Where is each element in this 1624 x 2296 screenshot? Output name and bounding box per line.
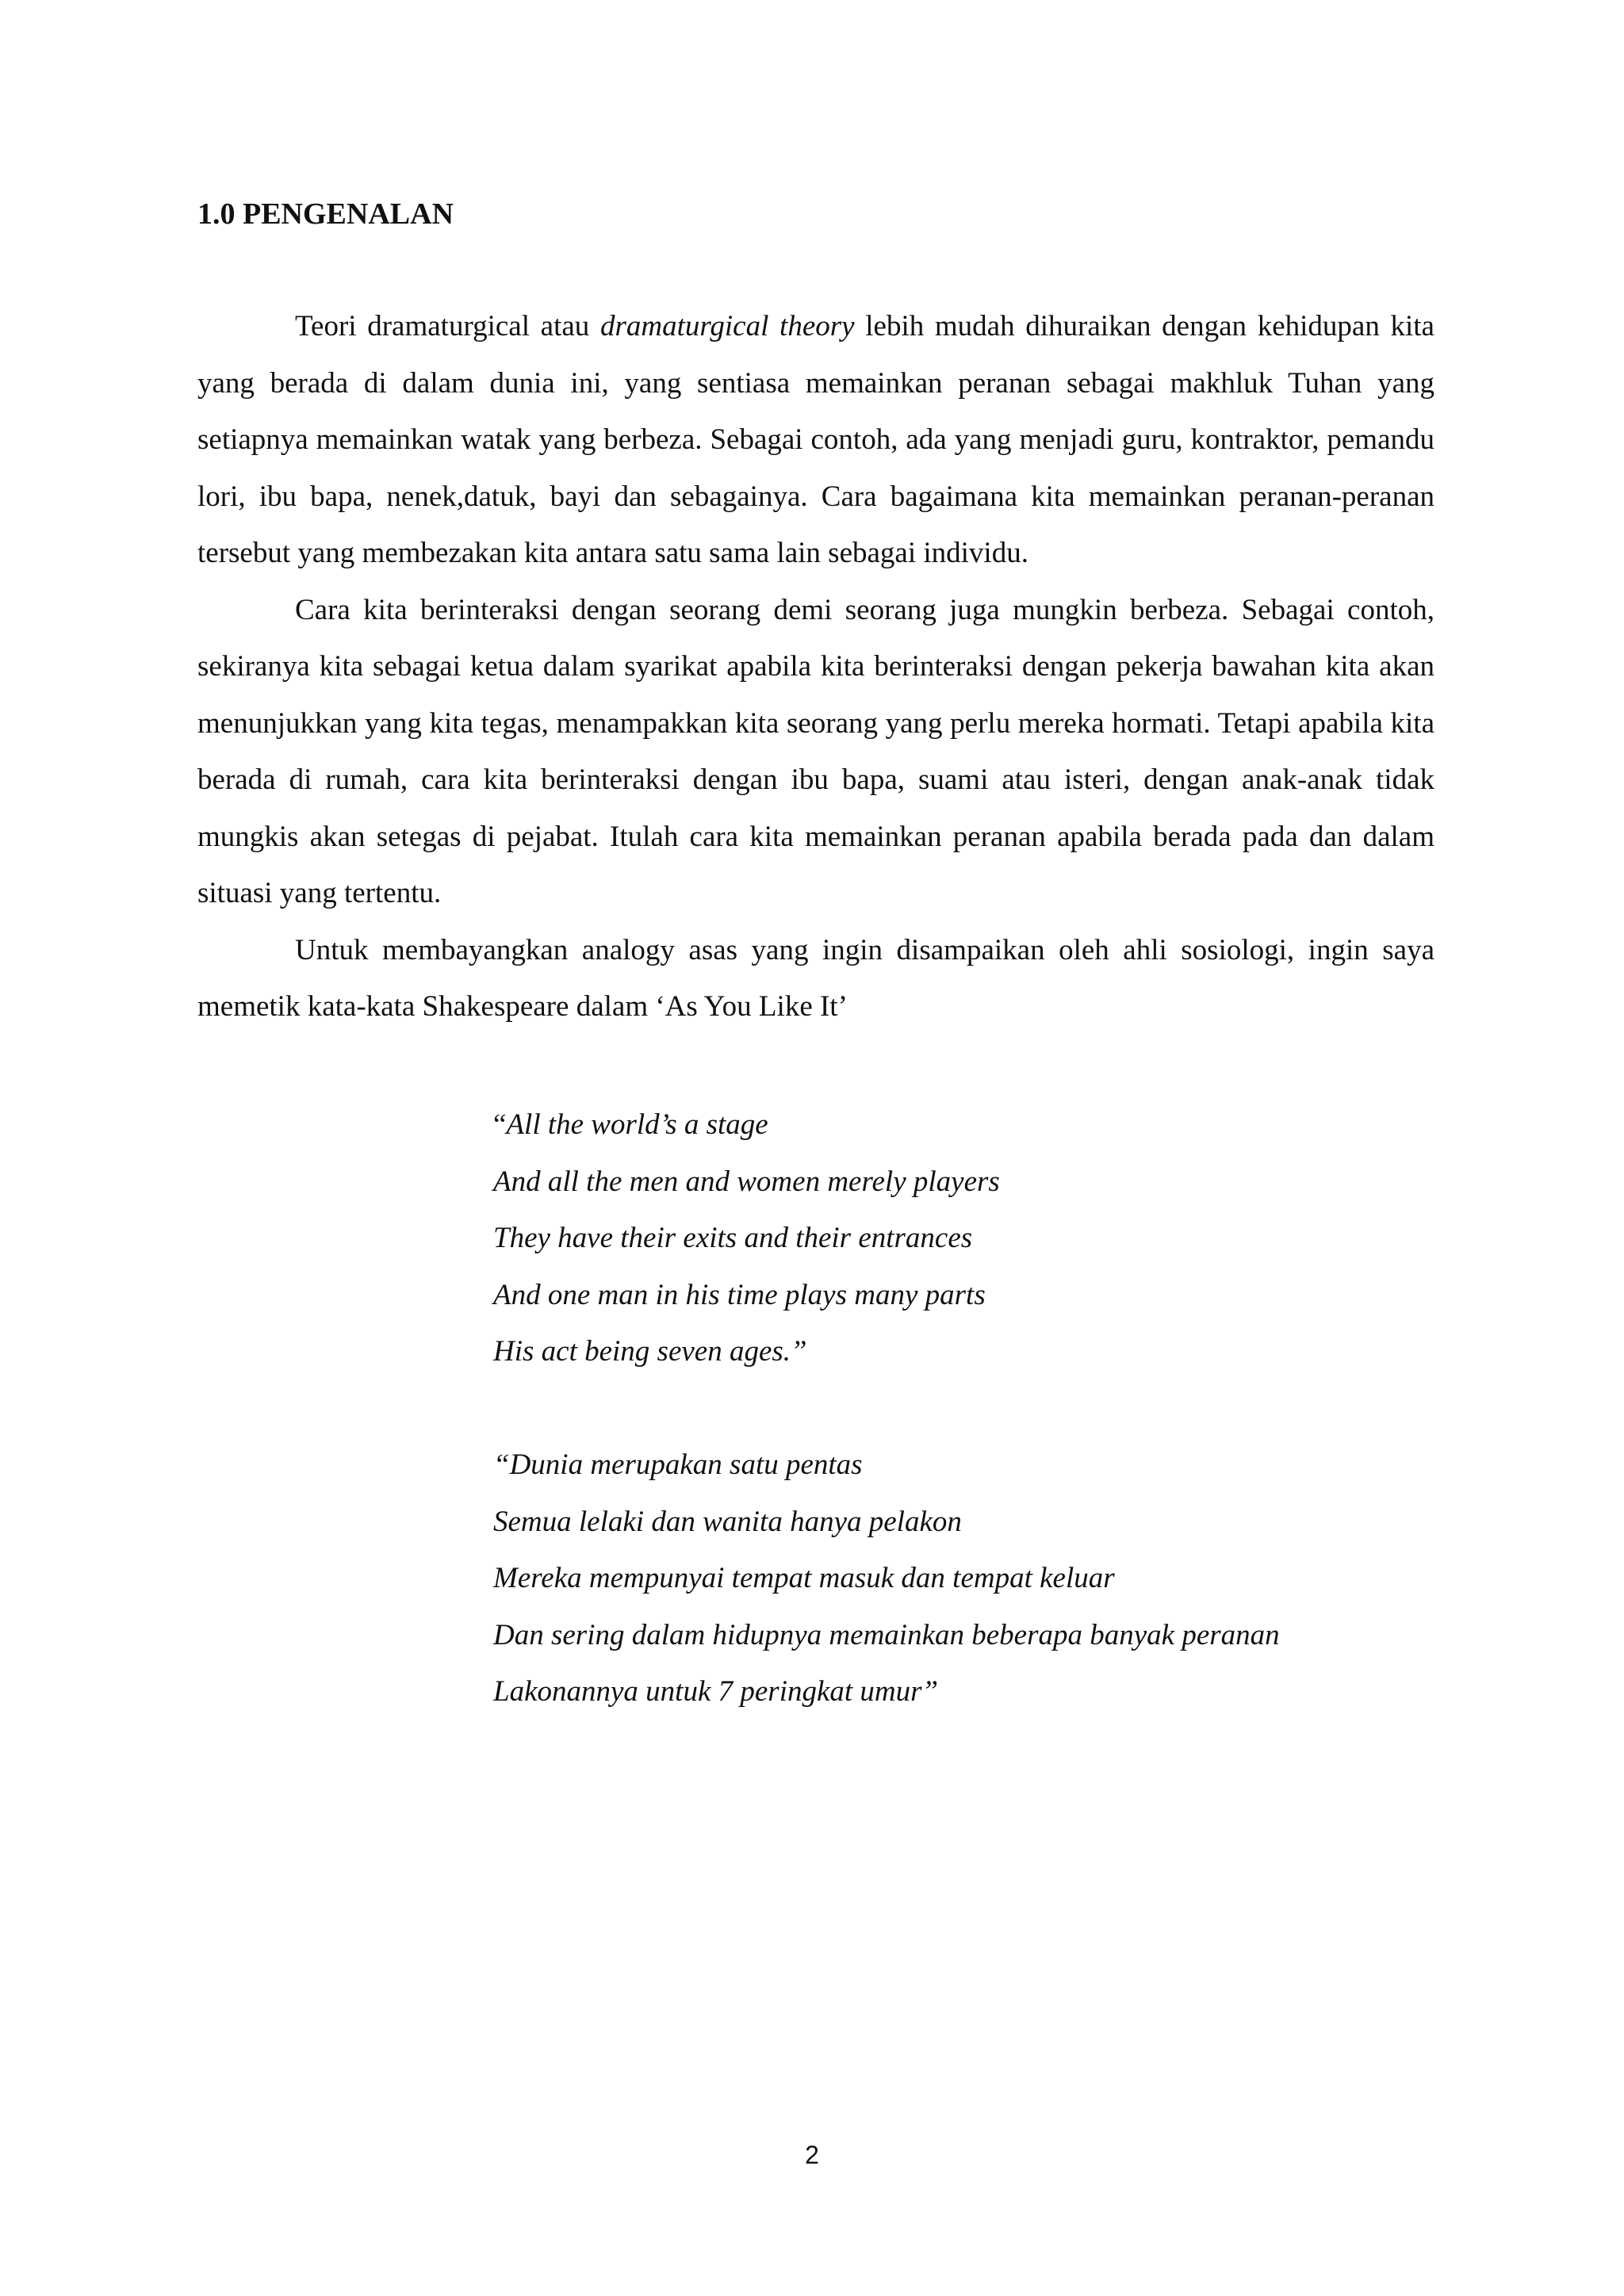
verse-line: And all the men and women merely players [493,1165,1000,1198]
verse-line: “Dunia merupakan satu pentas [493,1448,863,1481]
paragraph-2: Cara kita berinteraksi dengan seorang demi seorang juga mungkin berbeza. Sebagai contoh, sekiranya kita sebagai ketua dalam syarikat apabila kita berinteraksi dengan pekerja bawahan kita akan menunjukkan yang kita tegas, menampakkan kita seorang yang perlu mereka hormati. Tetapi apabila kita berada di rumah, cara kita berinteraksi dengan ibu bapa, suami atau isteri, dengan anak-anak tidak mungkis akan setegas di pejabat. Itulah cara kita memainkan peranan apabila berada pada dan dalam situasi yang tertentu. [197,593,1434,909]
verse-line: They have their exits and their entrances [493,1222,973,1254]
verse-line [493,1096,1524,1154]
verse-line: Lakonannya untuk 7 peringkat umur” [493,1675,939,1708]
paragraph-3: Untuk membayangkan analogy asas yang ingin disampaikan oleh ahli sosiologi, ingin saya memetik kata-kata Shakespeare dalam ‘As You Like It’ [197,933,1434,1023]
verse-open-quote: “ [493,1108,507,1141]
verse-line: Mereka mempunyai tempat masuk dan tempat keluar [493,1562,1115,1594]
verse-line-text: All the world’s a stage [506,1108,768,1141]
verse-line: Dan sering dalam hidupnya memainkan beberapa banyak peranan [493,1618,1280,1651]
verse-malay [493,1437,1524,1720]
verse-line: Semua lelaki dan wanita hanya pelakon [493,1505,962,1538]
section-heading: 1.0 PENGENALAN [197,197,454,231]
paragraph-1-start: Teori dramaturgical atau [295,310,600,342]
paragraph-1-italic-term: dramaturgical theory [599,310,855,342]
paragraph-1-rest: lebih mudah dihuraikan dengan kehidupan kita yang berada di dalam dunia ini, yang sentiasa memainkan peranan sebagai makhluk Tuhan yang setiapnya memainkan watak yang berbeza. Sebagai contoh, ada yang menjadi guru, kontraktor, pemandu lori, ibu bapa, nenek,datuk, bayi dan sebagainya. Cara bagaimana kita memainkan peranan-peranan tersebut yang membezakan kita antara satu sama lain sebagai individu. [197,310,1434,569]
paragraph-1 [197,298,1434,582]
page-number: 2 [805,2141,819,2169]
body-text [197,298,1434,1035]
verse-line: And one man in his time plays many parts [493,1278,986,1311]
verse-english [493,1096,1524,1380]
verse-line: His act being seven ages.” [493,1335,807,1368]
